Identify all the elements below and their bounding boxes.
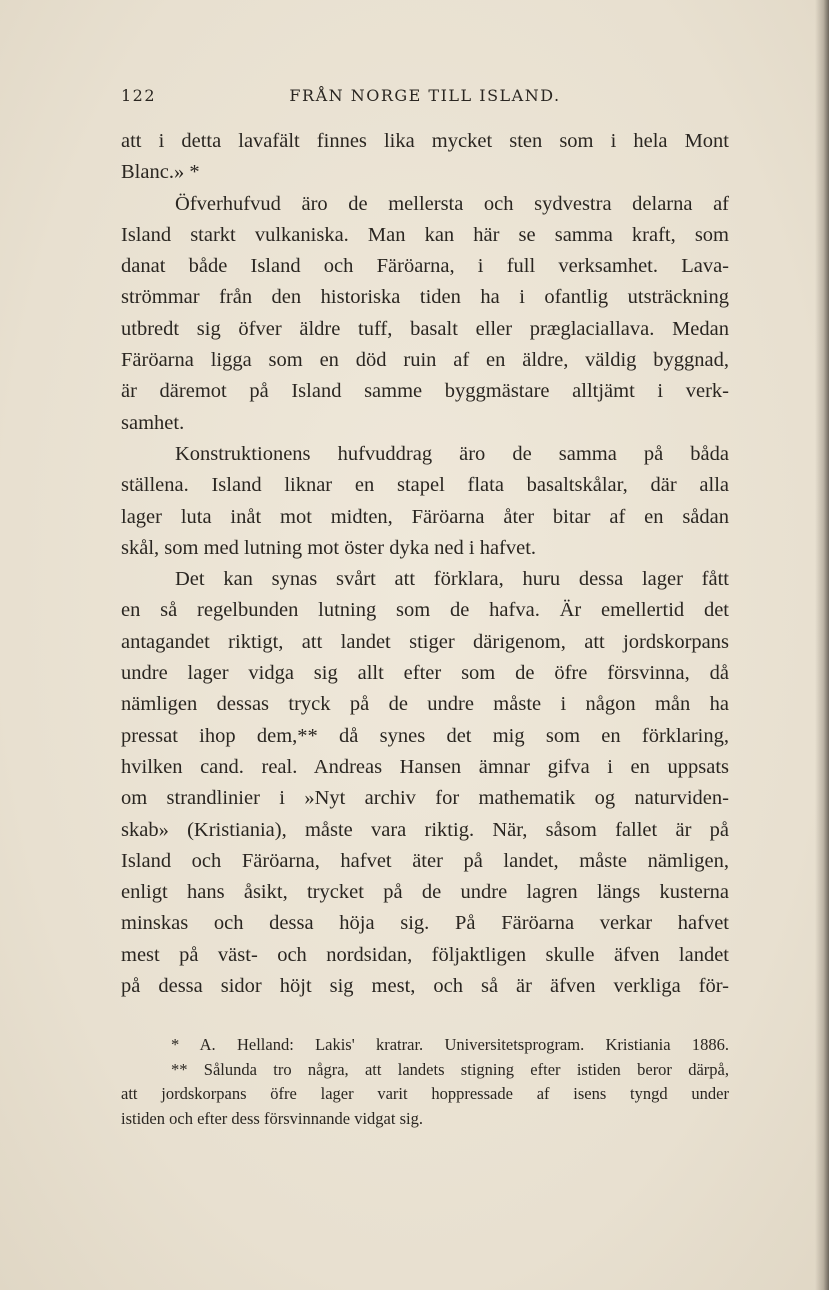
footnote-line: istiden och efter dess försvinnande vidgat sig. xyxy=(121,1108,423,1128)
text-line: Färöarna ligga som en död ruin af en äldre, väldig byggnad, xyxy=(121,349,729,372)
text-line: danat både Island och Färöarna, i full verksamhet. Lava- xyxy=(121,255,729,278)
text-line: utbredt sig öfver äldre tuff, basalt eller præglaciallava. Medan xyxy=(121,317,729,340)
text-line: skab» (Kristiania), måste vara riktig. När, såsom fallet är på xyxy=(121,818,729,841)
text-line: Island starkt vulkaniska. Man kan här se samma kraft, som xyxy=(121,223,729,246)
text-line: pressat ihop dem,** då synes det mig som en förklaring, xyxy=(121,724,729,747)
page-edge-shadow xyxy=(815,0,829,1290)
page-number: 122 xyxy=(121,86,157,105)
text-line: skål, som med lutning mot öster dyka ned i hafvet. xyxy=(121,536,537,559)
text-line: enligt hans åsikt, trycket på de undre lagren längs kusterna xyxy=(121,881,729,904)
text-line: Det kan synas svårt att förklara, huru dessa lager fått xyxy=(175,568,729,591)
text-line: att i detta lavafält finnes lika mycket sten som i hela Mont xyxy=(121,130,729,152)
text-line: om strandlinier i »Nyt archiv for mathematik og naturviden- xyxy=(121,787,729,810)
text-line: ställena. Island liknar en stapel flata basaltskålar, där alla xyxy=(121,474,729,497)
text-line: strömmar från den historiska tiden ha i ofantlig utsträckning xyxy=(121,286,729,309)
text-line: hvilken cand. real. Andreas Hansen ämnar gifva i en uppsats xyxy=(121,755,729,778)
body-text xyxy=(121,126,729,1002)
text-line: antagandet riktigt, att landet stiger därigenom, att jordskorpans xyxy=(121,630,729,653)
footnote-line: att jordskorpans öfre lager varit hoppressade af isens tyngd under xyxy=(121,1084,729,1103)
text-line: på dessa sidor höjt sig mest, och så är äfven verkliga för- xyxy=(121,975,729,998)
footnote-line: * A. Helland: Lakis' kratrar. Universitetsprogram. Kristiania 1886. xyxy=(171,1035,729,1054)
footnotes xyxy=(121,1033,729,1131)
footnote-line: ** Sålunda tro några, att landets stigning efter istiden beror därpå, xyxy=(171,1059,729,1079)
text-line: minskas och dessa höja sig. På Färöarna verkar hafvet xyxy=(121,912,729,935)
text-line: lager luta inåt mot midten, Färöarna åter bitar af en sådan xyxy=(121,505,729,528)
text-line: mest på väst- och nordsidan, följaktligen skulle äfven landet xyxy=(121,943,729,966)
running-title: FRÅN NORGE TILL ISLAND. xyxy=(289,86,561,105)
text-line: Island och Färöarna, hafvet äter på landet, måste nämligen, xyxy=(121,849,729,872)
text-line: Öfverhufvud äro de mellersta och sydvestra delarna af xyxy=(175,192,729,215)
text-line: är däremot på Island samme byggmästare alltjämt i verk- xyxy=(121,380,729,403)
page-header xyxy=(121,86,729,110)
text-line: Konstruktionens hufvuddrag äro de samma på båda xyxy=(175,442,729,465)
text-line: undre lager vidga sig allt efter som de öfre försvinna, då xyxy=(121,662,729,685)
text-line: Blanc.» * xyxy=(121,161,200,184)
text-line: nämligen dessas tryck på de undre måste i någon mån ha xyxy=(121,693,729,716)
text-line: en så regelbunden lutning som de hafva. Är emellertid det xyxy=(121,599,729,622)
text-line: samhet. xyxy=(121,411,185,434)
